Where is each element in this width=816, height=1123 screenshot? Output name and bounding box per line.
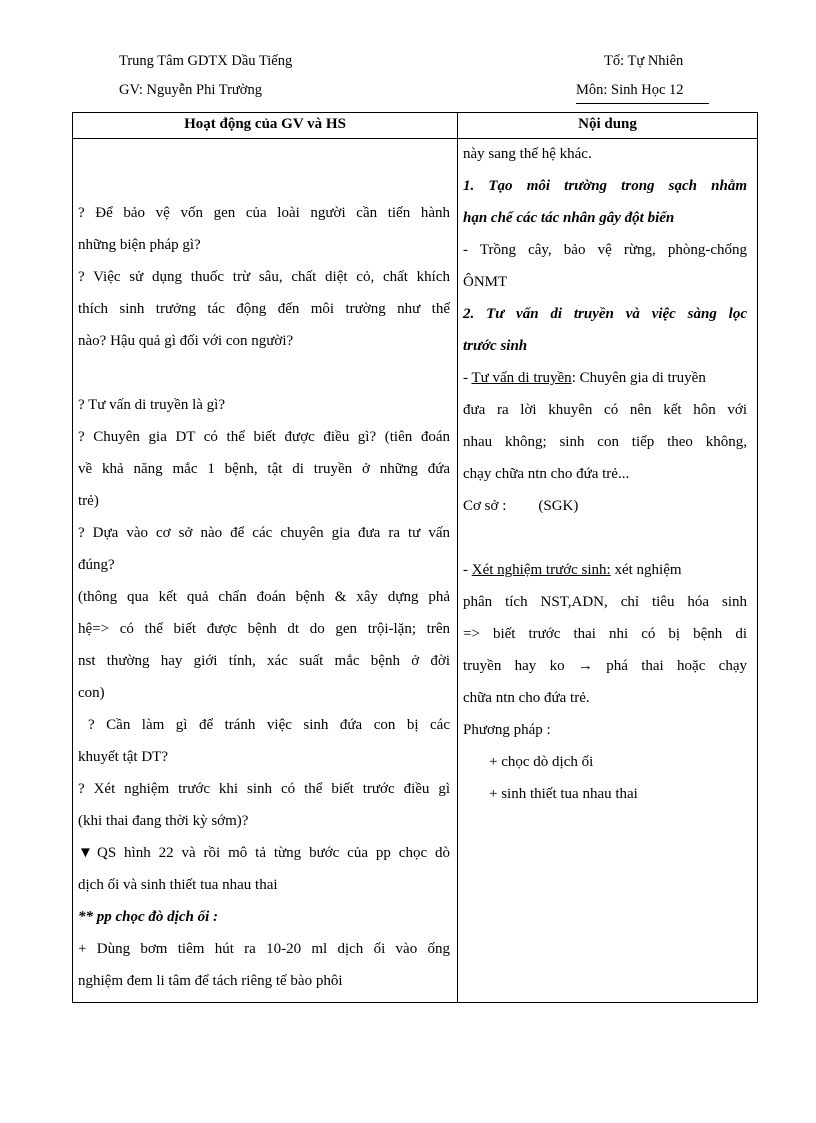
content-line: chữa ntn cho đứa trẻ. bbox=[463, 690, 590, 706]
section-heading: 2. Tư vấn di truyền và việc sàng lọc bbox=[463, 306, 747, 322]
activity-line: đúng? bbox=[78, 557, 115, 573]
activity-line: ? Dựa vào cơ sở nào để các chuyên gia đưa ra tư vấn bbox=[78, 525, 450, 541]
subject-name: Môn: Sinh Học 12 bbox=[576, 82, 684, 98]
activity-line: ? Cần làm gì để tránh việc sinh đứa con bị các bbox=[88, 717, 450, 733]
activity-line: về khả năng mắc 1 bệnh, tật di truyền ở những đứa bbox=[78, 461, 450, 477]
activity-line: những biện pháp gì? bbox=[78, 237, 201, 253]
activity-line: ? Để bảo vệ vốn gen của loài người cần tiến hành bbox=[78, 205, 450, 221]
content-line: => biết trước thai nhi có bị bệnh di bbox=[463, 626, 747, 642]
activity-line: trẻ) bbox=[78, 493, 99, 509]
content-cell bbox=[463, 139, 747, 999]
content-line: này sang thế hệ khác. bbox=[463, 146, 592, 162]
content-line: phân tích NST,ADN, chỉ tiêu hóa sinh bbox=[463, 594, 747, 610]
activities-cell bbox=[78, 139, 450, 999]
center-name: Trung Tâm GDTX Dầu Tiếng bbox=[119, 53, 293, 69]
section-heading: trước sinh bbox=[463, 338, 528, 354]
activity-line: dịch ối và sinh thiết tua nhau thai bbox=[78, 877, 278, 893]
activity-line: + Dùng bơm tiêm hút ra 10-20 ml dịch ối vào ống bbox=[78, 941, 450, 957]
activity-line: (thông qua kết quả chẩn đoán bệnh & xây dựng phả bbox=[78, 589, 450, 605]
activity-line: ▼QS hình 22 và rồi mô tả từng bước của pp chọc dò bbox=[78, 845, 450, 861]
activity-line: nst thường hay giới tính, xác suất mắc bệnh ở đời bbox=[78, 653, 450, 669]
content-line: nhau không; sinh con tiếp theo không, bbox=[463, 434, 747, 450]
content-line: chạy chữa ntn cho đứa trẻ... bbox=[463, 466, 630, 482]
activity-line: khuyết tật DT? bbox=[78, 749, 168, 765]
lesson-table bbox=[72, 112, 758, 1003]
department-name: Tổ: Tự Nhiên bbox=[604, 53, 684, 69]
content-line: ÔNMT bbox=[463, 274, 508, 290]
content-line: đưa ra lời khuyên có nên kết hôn với bbox=[463, 402, 747, 418]
activity-line: ? Việc sử dụng thuốc trừ sâu, chất diệt cỏ, chất khích bbox=[78, 269, 450, 285]
content-line: - Trồng cây, bảo vệ rừng, phòng-chống bbox=[463, 242, 747, 258]
content-line: Cơ sở : (SGK) bbox=[463, 498, 579, 514]
activity-line: nghiệm đem li tâm để tách riêng tế bào phôi bbox=[78, 973, 343, 989]
term-prenatal-testing: Xét nghiệm trước sinh: bbox=[471, 562, 611, 578]
column-divider bbox=[457, 113, 458, 1002]
activity-line: nào? Hậu quả gì đối với con người? bbox=[78, 333, 294, 349]
col-header-content: Nội dung bbox=[578, 116, 637, 132]
content-line: - Xét nghiệm trước sinh: xét nghiệm bbox=[463, 562, 682, 578]
activity-subheading: ** pp chọc đò dịch ối : bbox=[78, 909, 218, 925]
term-genetic-counseling: Tư vấn di truyền bbox=[471, 370, 572, 386]
activity-line: ? Xét nghiệm trước khi sinh có thể biết trước điều gì bbox=[78, 781, 450, 797]
method-item: + chọc dò dịch ối bbox=[489, 754, 594, 770]
activity-line: ? Tư vấn di truyền là gì? bbox=[78, 397, 225, 413]
activity-line: hệ=> có thể biết được bệnh dt do gen trội-lặn; trên bbox=[78, 621, 450, 637]
col-header-activities: Hoạt động của GV và HS bbox=[184, 116, 346, 132]
section-heading: 1. Tạo môi trường trong sạch nhằm bbox=[463, 178, 747, 194]
content-line: Phương pháp : bbox=[463, 722, 551, 738]
method-item: + sinh thiết tua nhau thai bbox=[489, 786, 638, 802]
activity-line: ? Chuyên gia DT có thể biết được điều gì? (tiên đoán bbox=[78, 429, 450, 445]
header-underline bbox=[576, 103, 709, 104]
activity-line: (khi thai đang thời kỳ sớm)? bbox=[78, 813, 249, 829]
teacher-name: GV: Nguyễn Phi Trường bbox=[119, 82, 262, 98]
activity-line: con) bbox=[78, 685, 105, 701]
section-heading: hạn chế các tác nhân gây đột biến bbox=[463, 210, 675, 226]
activity-line: thích sinh trưởng tác động đến môi trường như thế bbox=[78, 301, 450, 317]
content-line: truyền hay ko → phá thai hoặc chạy bbox=[463, 658, 747, 674]
content-line: - Tư vấn di truyền: Chuyên gia di truyền bbox=[463, 370, 706, 386]
